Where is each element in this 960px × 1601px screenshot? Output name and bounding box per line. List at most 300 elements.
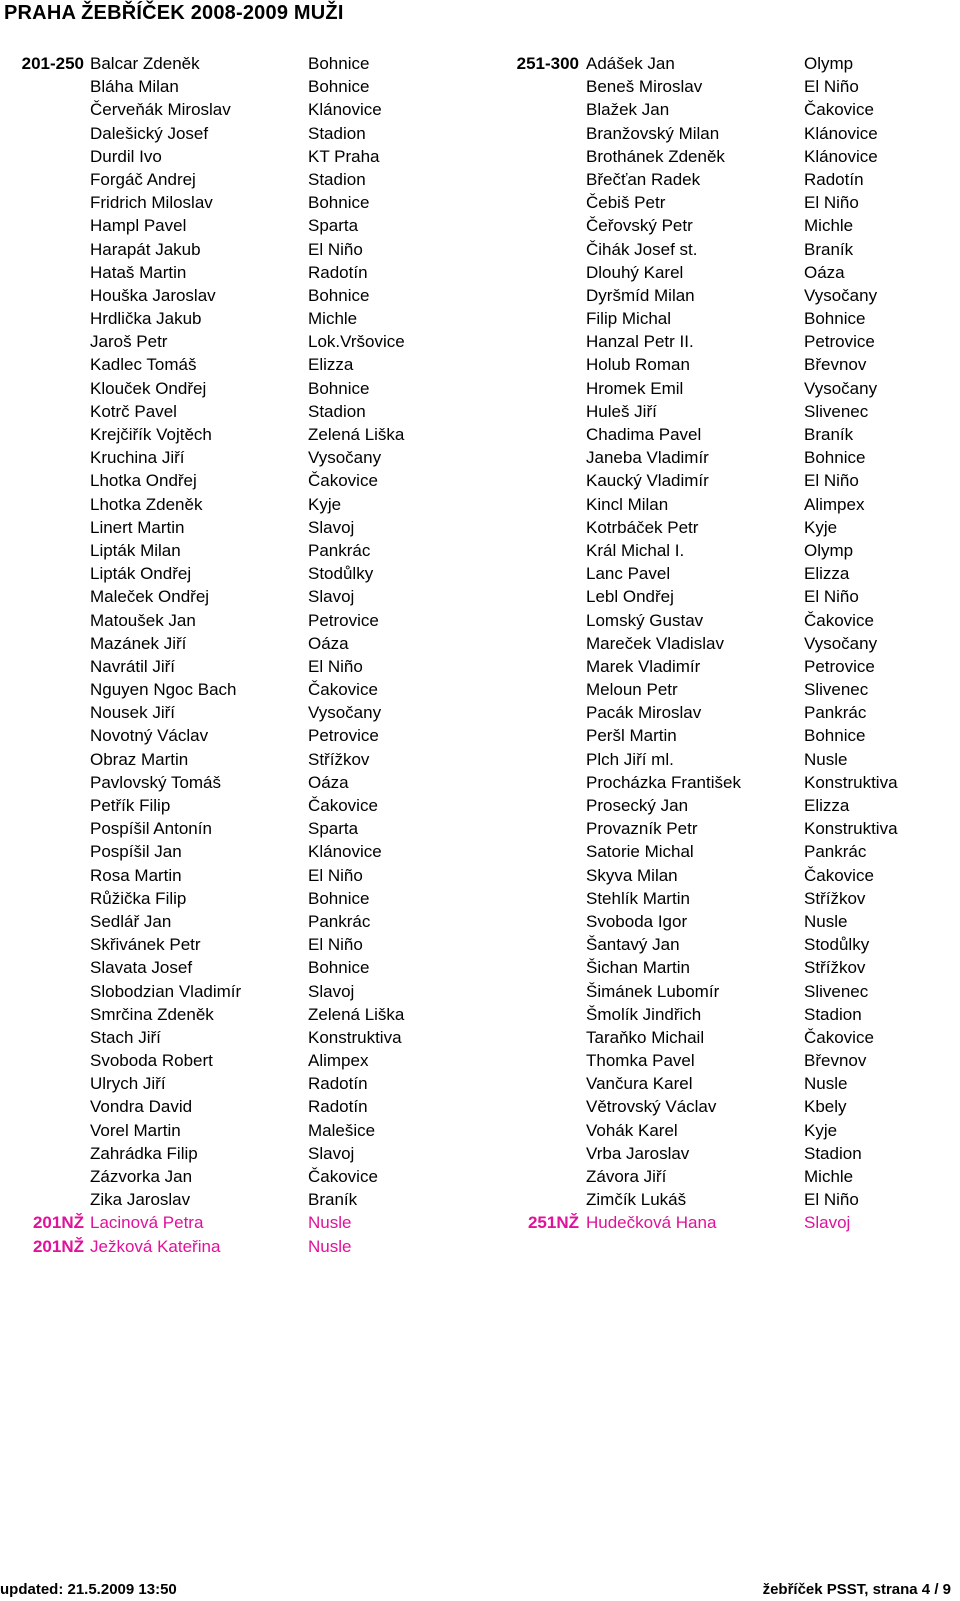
- table-row: [16, 145, 496, 168]
- club-name: Zelená Liška: [308, 1004, 405, 1024]
- club-name: Bohnice: [804, 726, 866, 746]
- table-row: [512, 516, 952, 539]
- club-name: Radotín: [308, 1097, 368, 1117]
- club-name: Slavoj: [308, 981, 355, 1001]
- club-name: Slivenec: [804, 680, 869, 700]
- player-name: Plch Jiří ml.: [586, 749, 674, 769]
- table-row: [16, 678, 496, 701]
- table-row: [16, 238, 496, 261]
- player-name: Krejčiřík Vojtěch: [90, 425, 212, 444]
- club-name: Oáza: [308, 633, 349, 653]
- player-name: Klouček Ondřej: [90, 378, 207, 398]
- player-name: Lipták Ondřej: [90, 564, 192, 584]
- ranking-table-201-250: [16, 52, 496, 1258]
- player-name: Huleš Jiří: [586, 401, 657, 421]
- player-name: Beneš Miroslav: [586, 77, 703, 97]
- player-name: Zimčík Lukáš: [586, 1190, 687, 1210]
- club-name: Pankrác: [804, 842, 867, 862]
- table-row: [16, 1026, 496, 1049]
- club-name: El Niño: [804, 471, 859, 491]
- table-row: [512, 864, 952, 887]
- table-row-women: [512, 1211, 952, 1234]
- table-row: [16, 122, 496, 145]
- player-name: Dalešický Josef: [90, 123, 209, 143]
- player-name: Šmolík Jindřich: [586, 1004, 702, 1024]
- player-name: Adášek Jan: [586, 54, 675, 73]
- table-row: [16, 1119, 496, 1142]
- player-name: Skyva Milan: [586, 865, 678, 885]
- player-name: Forgáč Andrej: [90, 169, 196, 189]
- table-row-women: [16, 1235, 496, 1258]
- player-name: Pacák Miroslav: [586, 703, 702, 723]
- player-name: Fridrich Miloslav: [90, 193, 213, 213]
- club-name: Vysočany: [804, 378, 878, 398]
- player-name: Ulrych Jiří: [90, 1074, 166, 1094]
- table-row: [16, 748, 496, 771]
- player-name: Peršl Martin: [586, 726, 677, 746]
- player-name: Vohák Karel: [586, 1120, 678, 1140]
- player-name: Brothánek Zdeněk: [586, 146, 725, 166]
- player-name: Lomský Gustav: [586, 610, 704, 630]
- table-row: [512, 214, 952, 237]
- club-name: Bohnice: [308, 285, 370, 305]
- player-name: Thomka Pavel: [586, 1051, 695, 1071]
- player-name: Ježková Kateřina: [90, 1236, 221, 1256]
- club-name: Malešice: [308, 1120, 376, 1140]
- club-name: Nusle: [804, 911, 848, 931]
- player-name: Lebl Ondřej: [586, 587, 674, 607]
- table-row: [16, 771, 496, 794]
- club-name: Oáza: [308, 772, 349, 792]
- table-row: [16, 469, 496, 492]
- player-name: Houška Jaroslav: [90, 285, 216, 305]
- player-name: Janeba Vladimír: [586, 448, 709, 468]
- table-row: [16, 1072, 496, 1095]
- table-row: [512, 1095, 952, 1118]
- rank-label: 251-300: [516, 54, 579, 73]
- rank-label: 201-250: [21, 54, 84, 73]
- table-row: [16, 864, 496, 887]
- table-row: [512, 1072, 952, 1095]
- club-name: Michle: [308, 309, 358, 329]
- player-name: Lacinová Petra: [90, 1213, 204, 1233]
- player-name: Král Michal I.: [586, 540, 685, 560]
- club-name: El Niño: [308, 935, 363, 955]
- club-name: Klánovice: [804, 123, 878, 143]
- table-row: [16, 400, 496, 423]
- player-name: Vondra David: [90, 1097, 193, 1117]
- club-name: Stadion: [308, 123, 366, 143]
- player-name: Kincl Milan: [586, 494, 669, 514]
- table-row: [512, 1049, 952, 1072]
- club-name: Vysočany: [804, 633, 878, 653]
- player-name: Mareček Vladislav: [586, 633, 724, 653]
- table-row: [512, 145, 952, 168]
- player-name: Čihák Josef st.: [586, 239, 698, 259]
- club-name: Konstruktiva: [804, 772, 898, 792]
- table-row: [16, 1049, 496, 1072]
- table-row: [512, 98, 952, 121]
- club-name: Stadion: [804, 1004, 862, 1024]
- player-name: Provazník Petr: [586, 819, 698, 839]
- player-name: Balcar Zdeněk: [90, 54, 200, 73]
- player-name: Šichan Martin: [586, 958, 690, 978]
- club-name: Čakovice: [804, 100, 874, 120]
- table-row: [512, 887, 952, 910]
- player-name: Novotný Václav: [90, 726, 209, 746]
- player-name: Lhotka Ondřej: [90, 471, 197, 491]
- table-row: [16, 191, 496, 214]
- player-name: Pospíšil Jan: [90, 842, 182, 862]
- player-name: Vančura Karel: [586, 1074, 693, 1094]
- table-row: [512, 724, 952, 747]
- club-name: Lok.Vršovice: [308, 332, 405, 352]
- club-name: Oáza: [804, 262, 845, 282]
- club-name: Bohnice: [308, 54, 370, 73]
- table-row: [512, 330, 952, 353]
- player-name: Stach Jiří: [90, 1027, 161, 1047]
- table-row: [16, 956, 496, 979]
- table-row: [512, 353, 952, 376]
- table-row: [512, 1188, 952, 1211]
- table-row: [512, 1119, 952, 1142]
- table-row: [512, 469, 952, 492]
- player-name: Hudečková Hana: [586, 1213, 717, 1233]
- table-row: [16, 1003, 496, 1026]
- club-name: Bohnice: [804, 448, 866, 468]
- player-name: Taraňko Michail: [586, 1027, 705, 1047]
- player-name: Sedlář Jan: [90, 911, 172, 931]
- club-name: Pankrác: [308, 911, 371, 931]
- rank-label: 201NŽ: [32, 1213, 84, 1233]
- club-name: Slavoj: [804, 1213, 851, 1233]
- player-name: Stehlík Martin: [586, 888, 690, 908]
- player-name: Červeňák Miroslav: [90, 100, 231, 120]
- table-row: [16, 52, 496, 75]
- table-row: [512, 377, 952, 400]
- club-name: Alimpex: [308, 1051, 369, 1071]
- table-row: [512, 1142, 952, 1165]
- table-row: [512, 261, 952, 284]
- table-row: [16, 330, 496, 353]
- club-name: Vysočany: [308, 448, 382, 468]
- player-name: Svoboda Robert: [90, 1051, 213, 1071]
- player-name: Linert Martin: [90, 517, 185, 537]
- club-name: Sparta: [308, 216, 359, 236]
- player-name: Satorie Michal: [586, 842, 694, 862]
- table-row: [16, 168, 496, 191]
- club-name: Michle: [804, 216, 854, 236]
- player-name: Meloun Petr: [586, 680, 678, 700]
- table-row: [512, 678, 952, 701]
- player-name: Zahrádka Filip: [90, 1143, 198, 1163]
- club-name: Střížkov: [804, 888, 866, 908]
- player-name: Větrovský Václav: [586, 1097, 717, 1117]
- player-name: Zázvorka Jan: [90, 1167, 193, 1186]
- table-row: [16, 539, 496, 562]
- table-row: [16, 493, 496, 516]
- club-name: El Niño: [308, 239, 363, 259]
- club-name: Radotín: [308, 262, 368, 282]
- table-row: [16, 446, 496, 469]
- table-row: [512, 748, 952, 771]
- club-name: Konstruktiva: [308, 1027, 402, 1047]
- club-name: Konstruktiva: [804, 819, 898, 839]
- table-row: [512, 956, 952, 979]
- player-name: Nousek Jiří: [90, 703, 176, 723]
- table-row: [16, 307, 496, 330]
- club-name: Petrovice: [308, 610, 379, 630]
- club-name: Klánovice: [804, 146, 878, 166]
- table-row: [16, 655, 496, 678]
- club-name: Radotín: [308, 1074, 368, 1094]
- club-name: Bohnice: [308, 193, 370, 213]
- club-name: Nusle: [308, 1236, 352, 1256]
- table-row: [16, 353, 496, 376]
- table-row: [16, 609, 496, 632]
- player-name: Hanzal Petr II.: [586, 332, 694, 352]
- table-row: [512, 1165, 952, 1188]
- club-name: Petrovice: [804, 656, 875, 676]
- table-row: [512, 400, 952, 423]
- player-name: Rosa Martin: [90, 865, 182, 885]
- club-name: Slavoj: [308, 587, 355, 607]
- player-name: Pavlovský Tomáš: [90, 772, 222, 792]
- table-row: [16, 794, 496, 817]
- table-row: [16, 98, 496, 121]
- table-row: [16, 817, 496, 840]
- club-name: Elizza: [804, 796, 850, 815]
- player-name: Bláha Milan: [90, 77, 179, 97]
- club-name: Olymp: [804, 54, 854, 73]
- table-row: [512, 539, 952, 562]
- player-name: Pospíšil Antonín: [90, 819, 212, 839]
- player-name: Maleček Ondřej: [90, 587, 210, 607]
- club-name: Pankrác: [308, 540, 371, 560]
- table-row: [16, 585, 496, 608]
- player-name: Mazánek Jiří: [90, 633, 187, 653]
- club-name: Stodůlky: [308, 564, 374, 584]
- club-name: El Niño: [804, 1190, 859, 1210]
- rank-label: 201NŽ: [32, 1236, 84, 1256]
- player-name: Kruchina Jiří: [90, 448, 185, 468]
- player-name: Břečťan Radek: [586, 169, 701, 189]
- club-name: Čakovice: [308, 680, 378, 700]
- player-name: Harapát Jakub: [90, 239, 201, 259]
- table-row: [512, 585, 952, 608]
- table-row: [512, 632, 952, 655]
- table-row: [512, 191, 952, 214]
- player-name: Obraz Martin: [90, 749, 189, 769]
- club-name: Bohnice: [308, 888, 370, 908]
- club-name: Olymp: [804, 540, 854, 560]
- club-name: El Niño: [308, 865, 363, 885]
- club-name: Čakovice: [804, 865, 874, 885]
- player-name: Filip Michal: [586, 309, 672, 329]
- club-name: Břevnov: [804, 1051, 867, 1071]
- club-name: Radotín: [804, 169, 864, 189]
- club-name: Petrovice: [804, 332, 875, 352]
- club-name: Michle: [804, 1167, 854, 1186]
- club-name: Braník: [804, 425, 854, 444]
- table-row: [512, 238, 952, 261]
- club-name: Nusle: [308, 1213, 352, 1233]
- player-name: Zika Jaroslav: [90, 1190, 191, 1210]
- player-name: Slobodzian Vladimír: [90, 981, 242, 1001]
- page-title: PRAHA ŽEBŘÍČEK 2008-2009 MUŽI: [4, 2, 344, 24]
- club-name: Čakovice: [308, 796, 378, 815]
- club-name: Bohnice: [804, 309, 866, 329]
- club-name: El Niño: [308, 656, 363, 676]
- player-name: Navrátil Jiří: [90, 656, 176, 676]
- player-name: Chadima Pavel: [586, 425, 702, 444]
- table-row: [16, 423, 496, 446]
- club-name: Slivenec: [804, 401, 869, 421]
- table-row: [512, 1026, 952, 1049]
- table-row: [512, 980, 952, 1003]
- club-name: Slivenec: [804, 981, 869, 1001]
- club-name: Slavoj: [308, 517, 355, 537]
- table-row: [512, 493, 952, 516]
- club-name: Klánovice: [308, 842, 382, 862]
- player-name: Lanc Pavel: [586, 564, 671, 584]
- club-name: Kyje: [804, 517, 838, 537]
- player-name: Procházka František: [586, 772, 741, 792]
- club-name: KT Praha: [308, 146, 380, 166]
- club-name: Stodůlky: [804, 935, 870, 955]
- table-row: [512, 75, 952, 98]
- player-name: Smrčina Zdeněk: [90, 1004, 214, 1024]
- player-name: Skřivánek Petr: [90, 935, 201, 955]
- player-name: Svoboda Igor: [586, 911, 688, 931]
- player-name: Růžička Filip: [90, 888, 187, 908]
- club-name: Kyje: [308, 494, 342, 514]
- player-name: Vorel Martin: [90, 1120, 181, 1140]
- table-row: [16, 562, 496, 585]
- table-row: [16, 724, 496, 747]
- club-name: Sparta: [308, 819, 359, 839]
- club-name: Bohnice: [308, 378, 370, 398]
- club-name: Stadion: [804, 1143, 862, 1163]
- player-name: Lhotka Zdeněk: [90, 494, 203, 514]
- table-row: [16, 887, 496, 910]
- player-name: Hrdlička Jakub: [90, 309, 202, 329]
- player-name: Hampl Pavel: [90, 216, 187, 236]
- table-row: [16, 377, 496, 400]
- club-name: Nusle: [804, 749, 848, 769]
- table-row: [512, 817, 952, 840]
- player-name: Hataš Martin: [90, 262, 187, 282]
- player-name: Petřík Filip: [90, 796, 171, 815]
- table-row: [16, 840, 496, 863]
- club-name: Čakovice: [804, 610, 874, 630]
- player-name: Vrba Jaroslav: [586, 1143, 690, 1163]
- club-name: Alimpex: [804, 494, 865, 514]
- table-row: [512, 933, 952, 956]
- club-name: Pankrác: [804, 703, 867, 723]
- club-name: El Niño: [804, 193, 859, 213]
- player-name: Blažek Jan: [586, 100, 670, 120]
- table-row: [16, 1188, 496, 1211]
- player-name: Kotrč Pavel: [90, 401, 177, 421]
- player-name: Závora Jiří: [586, 1167, 667, 1186]
- table-row: [512, 562, 952, 585]
- player-name: Dyršmíd Milan: [586, 285, 695, 305]
- club-name: Střížkov: [308, 749, 370, 769]
- table-row: [512, 794, 952, 817]
- club-name: Stadion: [308, 401, 366, 421]
- player-name: Čebiš Petr: [586, 193, 666, 213]
- club-name: Stadion: [308, 169, 366, 189]
- player-name: Šimánek Lubomír: [586, 981, 720, 1001]
- table-row: [512, 168, 952, 191]
- club-name: Střížkov: [804, 958, 866, 978]
- club-name: Čakovice: [308, 1167, 378, 1186]
- player-name: Kotrbáček Petr: [586, 517, 699, 537]
- player-name: Slavata Josef: [90, 958, 193, 978]
- club-name: Čakovice: [804, 1027, 874, 1047]
- player-name: Šantavý Jan: [586, 935, 680, 955]
- table-row: [16, 933, 496, 956]
- club-name: Bohnice: [308, 77, 370, 97]
- table-row: [512, 910, 952, 933]
- club-name: Klánovice: [308, 100, 382, 120]
- club-name: Braník: [804, 239, 854, 259]
- club-name: Vysočany: [804, 285, 878, 305]
- club-name: Břevnov: [804, 355, 867, 375]
- table-row: [512, 284, 952, 307]
- player-name: Kadlec Tomáš: [90, 355, 197, 375]
- table-row: [16, 980, 496, 1003]
- club-name: Zelená Liška: [308, 425, 405, 444]
- table-row: [16, 632, 496, 655]
- table-row: [16, 284, 496, 307]
- player-name: Durdil Ivo: [90, 146, 162, 166]
- table-row: [512, 122, 952, 145]
- table-row: [16, 516, 496, 539]
- ranking-table-251-300: [512, 52, 952, 1235]
- club-name: Slavoj: [308, 1143, 355, 1163]
- table-row: [512, 609, 952, 632]
- player-name: Holub Roman: [586, 355, 690, 375]
- table-row: [16, 1142, 496, 1165]
- table-row: [16, 261, 496, 284]
- table-row: [512, 771, 952, 794]
- table-row-women: [16, 1211, 496, 1234]
- club-name: Bohnice: [308, 958, 370, 978]
- table-row: [512, 446, 952, 469]
- club-name: Kbely: [804, 1097, 847, 1117]
- table-row: [512, 655, 952, 678]
- table-row: [16, 910, 496, 933]
- table-row: [16, 75, 496, 98]
- player-name: Prosecký Jan: [586, 796, 689, 815]
- player-name: Čeřovský Petr: [586, 216, 693, 236]
- table-row: [16, 1165, 496, 1188]
- player-name: Hromek Emil: [586, 378, 684, 398]
- player-name: Matoušek Jan: [90, 610, 196, 630]
- club-name: Čakovice: [308, 471, 378, 491]
- club-name: Elizza: [804, 564, 850, 584]
- club-name: El Niño: [804, 587, 859, 607]
- club-name: Elizza: [308, 355, 354, 375]
- club-name: Braník: [308, 1190, 358, 1210]
- player-name: Marek Vladimír: [586, 656, 701, 676]
- player-name: Dlouhý Karel: [586, 262, 684, 282]
- table-row: [512, 840, 952, 863]
- table-row: [512, 423, 952, 446]
- club-name: Nusle: [804, 1074, 848, 1094]
